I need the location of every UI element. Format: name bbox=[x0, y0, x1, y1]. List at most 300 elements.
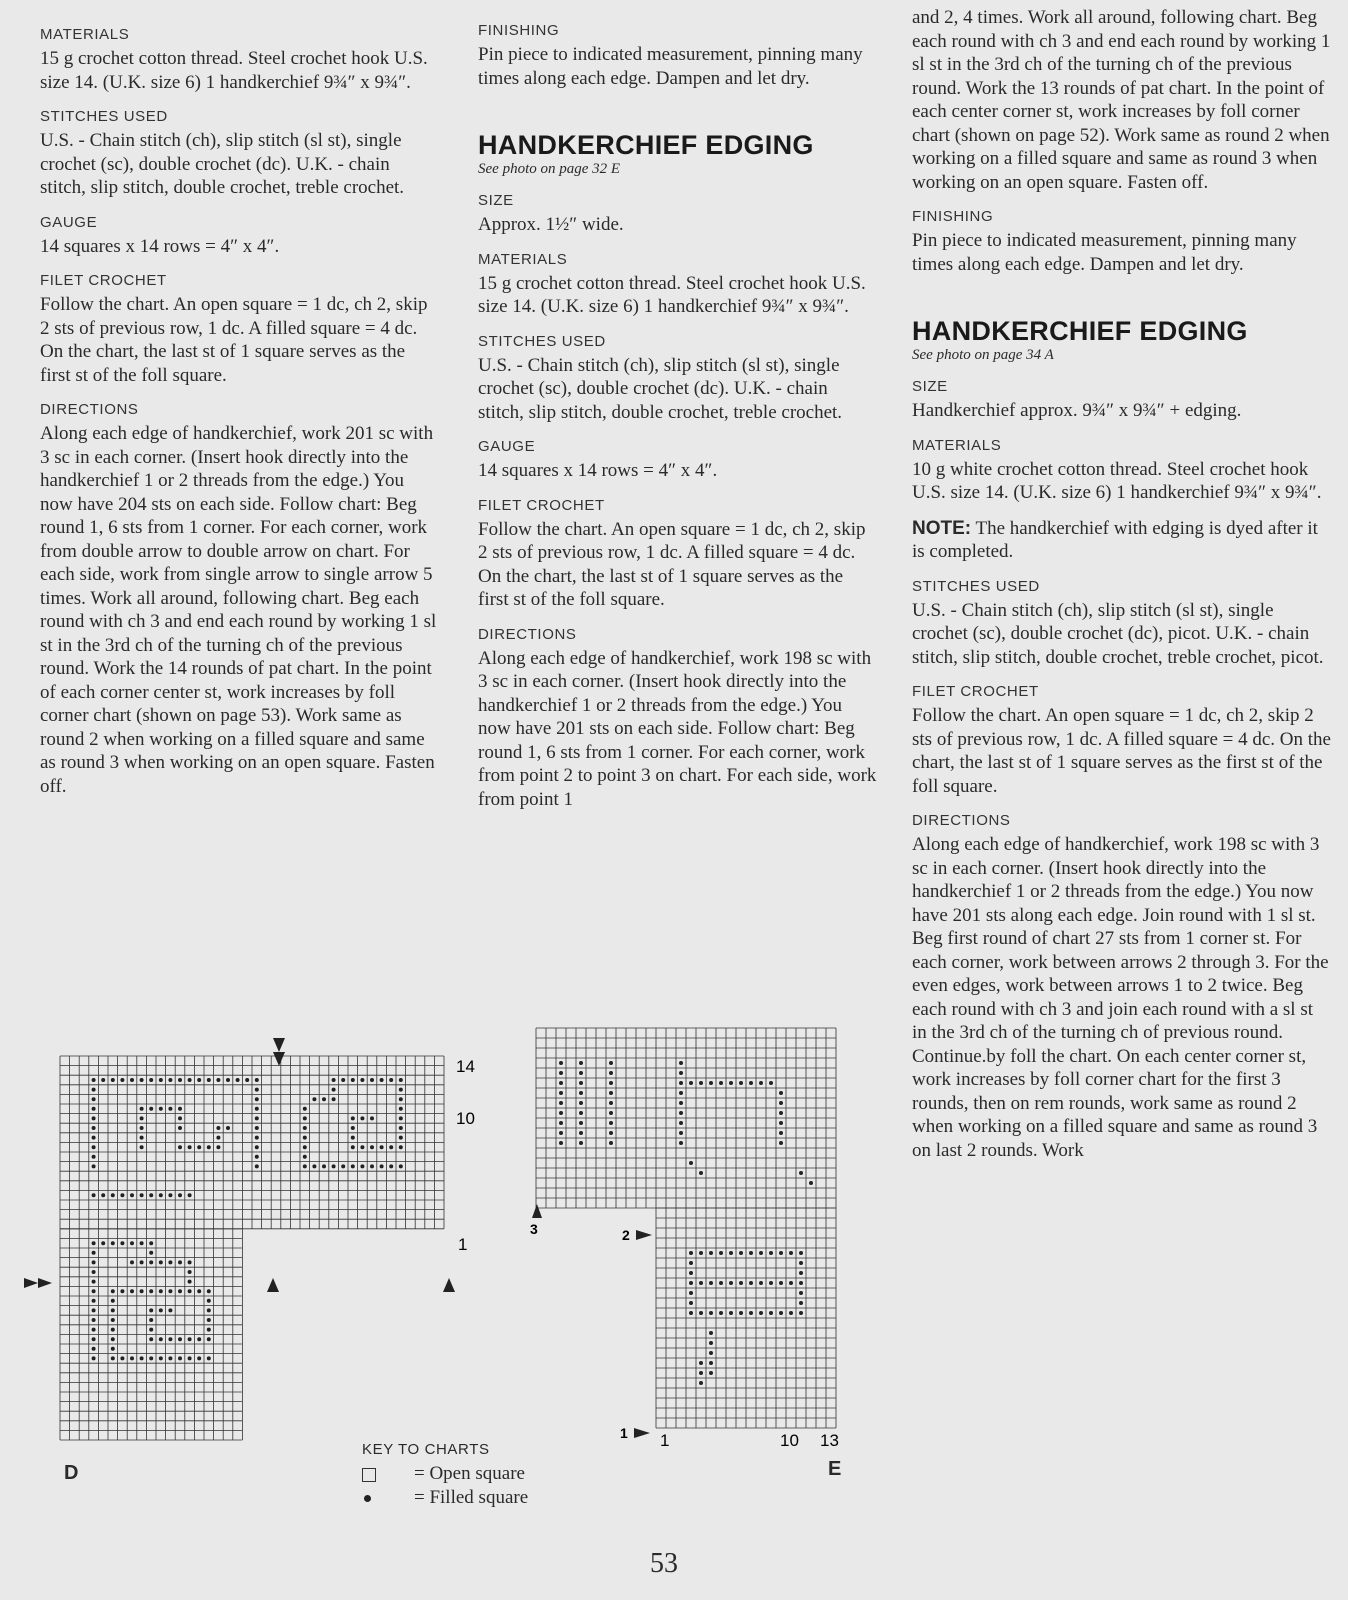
arrow-up-icon bbox=[532, 1204, 542, 1218]
filled-square-mark bbox=[130, 1193, 134, 1197]
filled-square-mark bbox=[149, 1337, 153, 1341]
filled-square-mark bbox=[188, 1270, 192, 1274]
filled-square-mark bbox=[399, 1088, 403, 1092]
filled-square-mark bbox=[689, 1161, 693, 1165]
filled-square-mark bbox=[101, 1078, 105, 1082]
arrow-label-1: 1 bbox=[620, 1425, 628, 1441]
key-open-label: = Open square bbox=[414, 1463, 525, 1484]
finishing-heading: FINISHING bbox=[478, 22, 560, 39]
filled-square-mark bbox=[689, 1271, 693, 1275]
filled-square-mark bbox=[709, 1371, 713, 1375]
arrow-label-3: 3 bbox=[530, 1221, 538, 1237]
filled-square-mark bbox=[360, 1145, 364, 1149]
filled-square-mark bbox=[789, 1251, 793, 1255]
filled-square-mark bbox=[130, 1289, 134, 1293]
filled-square-mark bbox=[799, 1281, 803, 1285]
filled-square-mark bbox=[341, 1078, 345, 1082]
filled-square-mark bbox=[120, 1356, 124, 1360]
gauge-text: 14 squares x 14 rows = 4″ x 4″. bbox=[478, 460, 718, 481]
filled-square-mark bbox=[709, 1081, 713, 1085]
filled-square-mark bbox=[303, 1145, 307, 1149]
filled-square-mark bbox=[207, 1078, 211, 1082]
filled-square-mark bbox=[729, 1081, 733, 1085]
filled-square-mark bbox=[609, 1141, 613, 1145]
filled-square-mark bbox=[168, 1078, 172, 1082]
filled-square-mark bbox=[111, 1337, 115, 1341]
filled-square-mark bbox=[749, 1081, 753, 1085]
filled-square-mark bbox=[579, 1091, 583, 1095]
materials-heading: MATERIALS bbox=[478, 250, 568, 268]
filled-square-mark bbox=[609, 1081, 613, 1085]
finishing-heading: FINISHING bbox=[912, 208, 994, 225]
filled-square-mark bbox=[207, 1318, 211, 1322]
filled-square-mark bbox=[559, 1091, 563, 1095]
filled-square-mark bbox=[799, 1261, 803, 1265]
filled-square-mark bbox=[140, 1107, 144, 1111]
filled-square-mark bbox=[399, 1145, 403, 1149]
filled-square-mark bbox=[689, 1081, 693, 1085]
photo-reference: See photo on page 32 E bbox=[478, 161, 621, 177]
chart-e-label: E bbox=[828, 1458, 842, 1480]
filled-square-mark bbox=[609, 1071, 613, 1075]
filled-square-mark bbox=[207, 1337, 211, 1341]
filled-square-mark bbox=[140, 1136, 144, 1140]
filled-square-mark bbox=[699, 1371, 703, 1375]
filled-square-mark bbox=[149, 1241, 153, 1245]
filled-square-mark bbox=[92, 1280, 96, 1284]
filled-square-mark bbox=[149, 1318, 153, 1322]
filled-square-mark bbox=[178, 1116, 182, 1120]
filled-square-mark bbox=[351, 1136, 355, 1140]
filled-square-mark bbox=[380, 1145, 384, 1149]
filled-square-mark bbox=[809, 1181, 813, 1185]
filled-square-mark bbox=[609, 1121, 613, 1125]
size-text: Approx. 1½″ wide. bbox=[478, 214, 624, 235]
filled-square-mark bbox=[140, 1078, 144, 1082]
filled-square-mark bbox=[92, 1136, 96, 1140]
filled-square-mark bbox=[216, 1078, 220, 1082]
size-heading: SIZE bbox=[478, 192, 514, 209]
filled-square-mark bbox=[303, 1164, 307, 1168]
filled-square-mark bbox=[92, 1347, 96, 1351]
filled-square-mark bbox=[140, 1356, 144, 1360]
filled-square-mark bbox=[92, 1299, 96, 1303]
filled-square-mark bbox=[159, 1289, 163, 1293]
key-filled bbox=[362, 1486, 528, 1510]
filled-square-mark bbox=[559, 1111, 563, 1115]
materials-heading: MATERIALS bbox=[912, 436, 1002, 454]
filled-square-mark bbox=[689, 1311, 693, 1315]
chart-d-label: D bbox=[64, 1462, 79, 1484]
filled-square-mark bbox=[92, 1088, 96, 1092]
filled-square-mark bbox=[609, 1101, 613, 1105]
arrow-right-icon bbox=[634, 1428, 650, 1438]
filled-square-mark bbox=[799, 1271, 803, 1275]
filled-square-mark bbox=[197, 1078, 201, 1082]
filled-square-mark bbox=[245, 1078, 249, 1082]
filled-square-mark bbox=[255, 1078, 259, 1082]
filled-square-mark bbox=[111, 1289, 115, 1293]
filled-square-mark bbox=[92, 1260, 96, 1264]
filled-square-mark bbox=[303, 1126, 307, 1130]
filled-square-mark bbox=[709, 1311, 713, 1315]
filled-square-mark bbox=[178, 1126, 182, 1130]
filled-square-mark bbox=[92, 1126, 96, 1130]
directions-text: Along each edge of handkerchief, work 198 sc with 3 sc in each corner. (Insert hook directly into the handkerchief 1 or 2 threads from the edge.) You now have 201 sts on each side. Follow chart: Beg round 1, 6 sts from 1 corner. For each corner, work from point 2 to point 3 on chart. For each side, work from point 1 bbox=[478, 647, 877, 810]
directions-heading: DIRECTIONS bbox=[912, 812, 1011, 829]
filled-square-mark bbox=[332, 1088, 336, 1092]
filled-square-mark bbox=[149, 1356, 153, 1360]
filled-square-mark bbox=[149, 1308, 153, 1312]
column-2 bbox=[478, 14, 878, 817]
arrow-up-icon bbox=[443, 1278, 455, 1292]
filled-square-mark bbox=[140, 1145, 144, 1149]
filet-text: Follow the chart. An open square = 1 dc, ch 2, skip 2 sts of previous row, 1 dc. A filled square = 4 dc. On the chart, the last st of 1 square serves as the first st of the foll square. bbox=[40, 294, 428, 386]
filled-square-mark bbox=[759, 1311, 763, 1315]
filled-square-mark bbox=[92, 1078, 96, 1082]
filled-square-mark bbox=[303, 1136, 307, 1140]
filled-square-mark bbox=[360, 1164, 364, 1168]
filled-square-mark bbox=[699, 1081, 703, 1085]
arrow-label-2: 2 bbox=[622, 1227, 630, 1243]
filled-square-mark bbox=[92, 1318, 96, 1322]
filled-square-mark bbox=[679, 1081, 683, 1085]
filled-square-mark bbox=[92, 1251, 96, 1255]
filled-square-icon bbox=[364, 1495, 371, 1502]
filled-square-mark bbox=[739, 1311, 743, 1315]
filled-square-mark bbox=[130, 1356, 134, 1360]
filled-square-mark bbox=[679, 1131, 683, 1135]
stitches-heading: STITCHES USED bbox=[478, 332, 606, 350]
filled-square-mark bbox=[709, 1251, 713, 1255]
filled-square-mark bbox=[149, 1193, 153, 1197]
filled-square-mark bbox=[689, 1291, 693, 1295]
directions-heading: DIRECTIONS bbox=[40, 401, 139, 418]
col-label-1: 1 bbox=[660, 1431, 670, 1450]
filled-square-mark bbox=[769, 1081, 773, 1085]
materials-text: 15 g crochet cotton thread. Steel crochet hook U.S. size 14. (U.K. size 6) 1 handkerchief 9¾″ x 9¾″. bbox=[40, 48, 428, 93]
chart-d-grid bbox=[60, 1056, 444, 1440]
filled-square-mark bbox=[168, 1308, 172, 1312]
filled-square-mark bbox=[559, 1141, 563, 1145]
filled-square-mark bbox=[92, 1337, 96, 1341]
filled-square-mark bbox=[351, 1078, 355, 1082]
filled-square-mark bbox=[197, 1289, 201, 1293]
filled-square-mark bbox=[188, 1356, 192, 1360]
filled-square-mark bbox=[120, 1289, 124, 1293]
column-3 bbox=[912, 6, 1332, 1168]
note-label: NOTE: bbox=[912, 517, 972, 539]
filled-square-mark bbox=[140, 1241, 144, 1245]
filled-square-mark bbox=[92, 1164, 96, 1168]
filled-square-mark bbox=[799, 1251, 803, 1255]
filled-square-mark bbox=[579, 1061, 583, 1065]
filet-heading: FILET CROCHET bbox=[478, 496, 605, 514]
filled-square-mark bbox=[559, 1071, 563, 1075]
filled-square-mark bbox=[188, 1280, 192, 1284]
size-heading: SIZE bbox=[912, 378, 948, 395]
filled-square-mark bbox=[559, 1131, 563, 1135]
filled-square-mark bbox=[739, 1081, 743, 1085]
filled-square-mark bbox=[236, 1078, 240, 1082]
filled-square-mark bbox=[799, 1171, 803, 1175]
chart-d bbox=[20, 1030, 480, 1500]
size-text: Handkerchief approx. 9¾″ x 9¾″ + edging. bbox=[912, 400, 1242, 421]
filled-square-mark bbox=[159, 1308, 163, 1312]
filled-square-mark bbox=[399, 1116, 403, 1120]
filled-square-mark bbox=[149, 1107, 153, 1111]
filled-square-mark bbox=[739, 1281, 743, 1285]
filled-square-mark bbox=[159, 1078, 163, 1082]
filled-square-mark bbox=[130, 1260, 134, 1264]
filled-square-mark bbox=[92, 1097, 96, 1101]
filled-square-mark bbox=[207, 1356, 211, 1360]
stitches-text: U.S. - Chain stitch (ch), slip stitch (sl st), single crochet (sc), double crochet (dc), picot. U.K. - chain stitch, slip stitch, double crochet, treble crochet, picot. bbox=[912, 599, 1324, 668]
filled-square-mark bbox=[689, 1301, 693, 1305]
chart-e-grid bbox=[536, 1028, 836, 1428]
filled-square-mark bbox=[178, 1107, 182, 1111]
note-text: The handkerchief with edging is dyed after it is completed. bbox=[912, 517, 1318, 562]
filled-square-mark bbox=[255, 1136, 259, 1140]
filled-square-mark bbox=[370, 1078, 374, 1082]
filled-square-mark bbox=[159, 1193, 163, 1197]
filled-square-mark bbox=[679, 1091, 683, 1095]
filled-square-mark bbox=[699, 1251, 703, 1255]
key-title: KEY TO CHARTS bbox=[362, 1441, 490, 1458]
stitches-text: U.S. - Chain stitch (ch), slip stitch (sl st), single crochet (sc), double crochet (dc). U.K. - chain stitch, slip stitch, double crochet, treble crochet. bbox=[40, 130, 405, 198]
filled-square-mark bbox=[140, 1116, 144, 1120]
filled-square-mark bbox=[609, 1091, 613, 1095]
filled-square-mark bbox=[739, 1251, 743, 1255]
finishing-text: Pin piece to indicated measurement, pinning many times along each edge. Dampen and let dry. bbox=[912, 230, 1297, 275]
filled-square-mark bbox=[149, 1078, 153, 1082]
filled-square-mark bbox=[729, 1281, 733, 1285]
filled-square-mark bbox=[559, 1061, 563, 1065]
filled-square-mark bbox=[111, 1078, 115, 1082]
stitches-text: U.S. - Chain stitch (ch), slip stitch (sl st), single crochet (sc), double crochet (dc). U.K. - chain stitch, slip stitch, double crochet, treble crochet. bbox=[478, 354, 843, 423]
filled-square-mark bbox=[709, 1361, 713, 1365]
filled-square-mark bbox=[389, 1164, 393, 1168]
filled-square-mark bbox=[749, 1251, 753, 1255]
section-title: HANDKERCHIEF EDGING bbox=[912, 316, 1248, 346]
filled-square-mark bbox=[255, 1088, 259, 1092]
filled-square-mark bbox=[255, 1126, 259, 1130]
filled-square-mark bbox=[101, 1241, 105, 1245]
filled-square-mark bbox=[255, 1107, 259, 1111]
filled-square-mark bbox=[759, 1251, 763, 1255]
filled-square-mark bbox=[207, 1308, 211, 1312]
filled-square-mark bbox=[255, 1116, 259, 1120]
filled-square-mark bbox=[709, 1331, 713, 1335]
filled-square-mark bbox=[216, 1145, 220, 1149]
filled-square-mark bbox=[389, 1078, 393, 1082]
filled-square-mark bbox=[399, 1126, 403, 1130]
filled-square-mark bbox=[332, 1097, 336, 1101]
filled-square-mark bbox=[579, 1071, 583, 1075]
filled-square-mark bbox=[332, 1078, 336, 1082]
filled-square-mark bbox=[699, 1381, 703, 1385]
filled-square-mark bbox=[351, 1116, 355, 1120]
filled-square-mark bbox=[92, 1116, 96, 1120]
filled-square-mark bbox=[207, 1299, 211, 1303]
materials-heading: MATERIALS bbox=[40, 26, 130, 43]
filled-square-mark bbox=[216, 1136, 220, 1140]
col-label-13: 13 bbox=[820, 1431, 839, 1450]
arrow-right-icon bbox=[636, 1230, 652, 1240]
filled-square-mark bbox=[130, 1241, 134, 1245]
filled-square-mark bbox=[207, 1328, 211, 1332]
filled-square-mark bbox=[207, 1289, 211, 1293]
filled-square-mark bbox=[178, 1337, 182, 1341]
filled-square-mark bbox=[92, 1328, 96, 1332]
filled-square-mark bbox=[168, 1337, 172, 1341]
filled-square-mark bbox=[759, 1081, 763, 1085]
filled-square-mark bbox=[689, 1251, 693, 1255]
filled-square-mark bbox=[579, 1111, 583, 1115]
filled-square-mark bbox=[689, 1261, 693, 1265]
filled-square-mark bbox=[719, 1311, 723, 1315]
filled-square-mark bbox=[92, 1155, 96, 1159]
filled-square-mark bbox=[579, 1081, 583, 1085]
filled-square-mark bbox=[609, 1061, 613, 1065]
filled-square-mark bbox=[779, 1311, 783, 1315]
filled-square-mark bbox=[303, 1116, 307, 1120]
filled-square-mark bbox=[149, 1289, 153, 1293]
materials-text: 15 g crochet cotton thread. Steel crochet hook U.S. size 14. (U.K. size 6) 1 handkerchief 9¾″ x 9¾″. bbox=[478, 272, 866, 317]
filled-square-mark bbox=[579, 1131, 583, 1135]
column-1 bbox=[40, 14, 440, 804]
filled-square-mark bbox=[322, 1097, 326, 1101]
directions-text: Along each edge of handkerchief, work 201 sc with 3 sc in each corner. (Insert hook directly into the handkerchief 1 or 2 threads from the edge.) You now have 204 sts on each side. Follow chart: Beg round 1, 6 sts from 1 corner. For each corner, work from double arrow to double arrow on chart. For each side, work from single arrow to single arrow 5 times. Work all around, following chart. Beg each round with ch 3 and end each round by working 1 sl st in the 3rd ch of the turning ch of the previous round. Work the 14 rounds of pat chart. In the point of each corner center st, work increases by foll corner chart (shown on page 53). Work same as round 2 when working on a filled square and same as round 3 when working on an open square. Fasten off. bbox=[40, 423, 437, 797]
filled-square-mark bbox=[769, 1281, 773, 1285]
filled-square-mark bbox=[799, 1301, 803, 1305]
filled-square-mark bbox=[226, 1078, 230, 1082]
filled-square-mark bbox=[178, 1260, 182, 1264]
filled-square-mark bbox=[769, 1251, 773, 1255]
filled-square-mark bbox=[579, 1121, 583, 1125]
filled-square-mark bbox=[92, 1241, 96, 1245]
filled-square-mark bbox=[679, 1101, 683, 1105]
filled-square-mark bbox=[789, 1281, 793, 1285]
filled-square-mark bbox=[709, 1341, 713, 1345]
filled-square-mark bbox=[140, 1193, 144, 1197]
filled-square-mark bbox=[370, 1116, 374, 1120]
filet-text: Follow the chart. An open square = 1 dc, ch 2, skip 2 sts of previous row, 1 dc. A filled square = 4 dc. On the chart, the last st of 1 square serves as the first st of the foll square. bbox=[478, 518, 866, 610]
filled-square-mark bbox=[140, 1289, 144, 1293]
filled-square-mark bbox=[380, 1164, 384, 1168]
filled-square-mark bbox=[370, 1164, 374, 1168]
photo-reference: See photo on page 34 A bbox=[912, 347, 1054, 363]
filled-square-mark bbox=[188, 1145, 192, 1149]
filled-square-mark bbox=[111, 1356, 115, 1360]
page-number: 53 bbox=[650, 1548, 678, 1579]
row-label-1: 1 bbox=[458, 1235, 468, 1254]
filled-square-mark bbox=[322, 1164, 326, 1168]
filled-square-mark bbox=[312, 1097, 316, 1101]
filled-square-mark bbox=[111, 1318, 115, 1322]
filled-square-mark bbox=[178, 1356, 182, 1360]
filled-square-mark bbox=[149, 1328, 153, 1332]
filled-square-mark bbox=[380, 1078, 384, 1082]
filled-square-mark bbox=[351, 1145, 355, 1149]
continued-text: and 2, 4 times. Work all around, following chart. Beg each round with ch 3 and end each round by working 1 sl st in the 3rd ch of the turning ch of the previous round. Work the 13 rounds of pat chart. In the point of each center corner st, work increases by foll corner chart (shown on page 52). Work same as round 2 when working on a filled square and same as round 3 when working on an open square. Fasten off. bbox=[912, 7, 1331, 193]
stitches-heading: STITCHES USED bbox=[40, 108, 168, 125]
filled-square-mark bbox=[689, 1281, 693, 1285]
filled-square-mark bbox=[709, 1281, 713, 1285]
filled-square-mark bbox=[226, 1126, 230, 1130]
filled-square-mark bbox=[130, 1078, 134, 1082]
filled-square-mark bbox=[92, 1356, 96, 1360]
filled-square-mark bbox=[178, 1289, 182, 1293]
filled-square-mark bbox=[749, 1311, 753, 1315]
filled-square-mark bbox=[111, 1308, 115, 1312]
filled-square-mark bbox=[559, 1101, 563, 1105]
filled-square-mark bbox=[789, 1311, 793, 1315]
filled-square-mark bbox=[197, 1356, 201, 1360]
filled-square-mark bbox=[120, 1193, 124, 1197]
filled-square-mark bbox=[140, 1126, 144, 1130]
filled-square-mark bbox=[399, 1164, 403, 1168]
filled-square-mark bbox=[168, 1193, 172, 1197]
filled-square-mark bbox=[679, 1111, 683, 1115]
filled-square-mark bbox=[188, 1193, 192, 1197]
filled-square-mark bbox=[111, 1328, 115, 1332]
filled-square-mark bbox=[188, 1337, 192, 1341]
filled-square-mark bbox=[699, 1171, 703, 1175]
filet-text: Follow the chart. An open square = 1 dc, ch 2, skip 2 sts of previous row, 1 dc. A filled square = 4 dc. On the chart, the last st of 1 square serves as the first st of the foll square. bbox=[912, 705, 1331, 797]
filled-square-mark bbox=[120, 1078, 124, 1082]
filled-square-mark bbox=[149, 1251, 153, 1255]
filled-square-mark bbox=[749, 1281, 753, 1285]
filled-square-mark bbox=[92, 1289, 96, 1293]
filet-heading: FILET CROCHET bbox=[912, 683, 1039, 700]
filled-square-mark bbox=[197, 1337, 201, 1341]
filled-square-mark bbox=[360, 1116, 364, 1120]
directions-text: Along each edge of handkerchief, work 198 sc with 3 sc in each corner. (Insert hook directly into the handkerchief 1 or 2 threads from the edge.) You now have 201 sts along each edge. Join round with 1 sl st. Beg first round of chart 27 sts from 1 corner st. For each corner, work between arrows 2 through 3. For the even edges, work between arrows 1 to 2 twice. Beg each round with ch 3 and join each round with a sl st in the 3rd ch of the turning ch of previous round. Continue.by foll the chart. On each center corner st, work increases by foll corner chart for the first 3 rounds, then on rem rounds, work same as round 2 when working on a filled square and same as round 3 on last 2 rounds. Work bbox=[912, 834, 1329, 1161]
filled-square-mark bbox=[779, 1101, 783, 1105]
key-filled-label: = Filled square bbox=[414, 1487, 529, 1508]
double-arrow-left-icon bbox=[24, 1278, 52, 1288]
filled-square-mark bbox=[699, 1361, 703, 1365]
filled-square-mark bbox=[159, 1337, 163, 1341]
filled-square-mark bbox=[579, 1101, 583, 1105]
filled-square-mark bbox=[559, 1121, 563, 1125]
filled-square-mark bbox=[111, 1347, 115, 1351]
materials-text: 10 g white crochet cotton thread. Steel crochet hook U.S. size 14. (U.K. size 6) 1 handkerchief 9¾″ x 9¾″. bbox=[912, 458, 1322, 503]
filled-square-mark bbox=[779, 1091, 783, 1095]
key-open bbox=[362, 1462, 528, 1486]
filled-square-mark bbox=[729, 1251, 733, 1255]
filled-square-mark bbox=[351, 1126, 355, 1130]
filled-square-mark bbox=[168, 1289, 172, 1293]
filled-square-mark bbox=[360, 1078, 364, 1082]
filled-square-mark bbox=[679, 1141, 683, 1145]
filled-square-mark bbox=[579, 1141, 583, 1145]
stitches-heading: STITCHES USED bbox=[912, 577, 1040, 595]
filled-square-mark bbox=[92, 1270, 96, 1274]
filled-square-mark bbox=[351, 1164, 355, 1168]
filled-square-mark bbox=[679, 1071, 683, 1075]
filled-square-mark bbox=[370, 1145, 374, 1149]
filled-square-mark bbox=[779, 1111, 783, 1115]
filled-square-mark bbox=[92, 1308, 96, 1312]
filled-square-mark bbox=[709, 1351, 713, 1355]
filled-square-mark bbox=[779, 1251, 783, 1255]
filled-square-mark bbox=[111, 1193, 115, 1197]
filled-square-mark bbox=[178, 1078, 182, 1082]
filled-square-mark bbox=[759, 1281, 763, 1285]
filled-square-mark bbox=[399, 1078, 403, 1082]
